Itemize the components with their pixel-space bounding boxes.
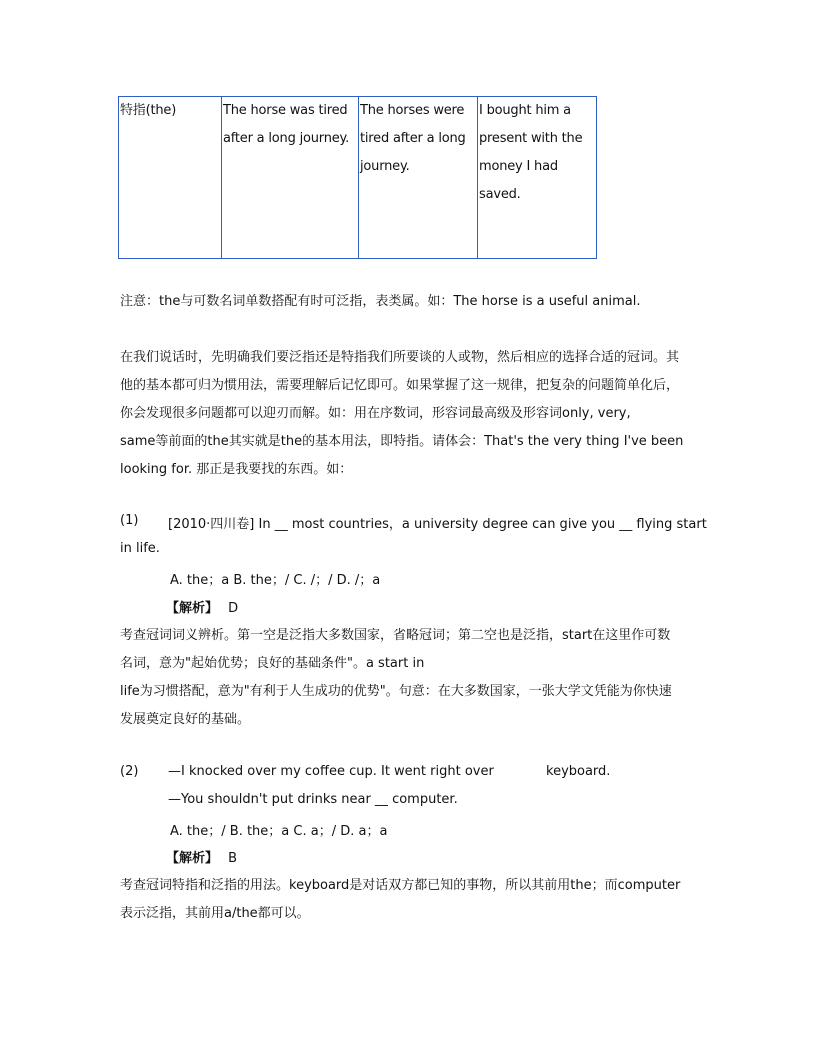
answer-value: B xyxy=(228,851,238,866)
table-row xyxy=(119,97,597,259)
answer-value: D xyxy=(228,601,239,616)
table-cell-example-3: I bought him a present with the money I had saved. xyxy=(478,97,597,259)
question-2-analysis-label xyxy=(166,847,237,866)
question-1-stem-cont: in life. xyxy=(120,541,160,556)
question-1-options: A. the；a B. the；/ C. /；/ D. /；a xyxy=(170,573,381,588)
analysis-label: 【解析】 xyxy=(166,601,219,616)
table-cell-category: 特指(the) xyxy=(119,97,222,259)
paragraph-line-2: 他的基本都可归为惯用法，需要理解后记忆即可。如果掌握了这一规律，把复杂的问题简单化后， xyxy=(120,378,680,393)
article-usage-table xyxy=(118,96,597,259)
note-line: 注意：the与可数名词单数搭配有时可泛指，表类属。如：The horse is a useful animal. xyxy=(120,294,641,309)
paragraph-line-3: 你会发现很多问题都可以迎刃而解。如：用在序数词，形容词最高级及形容词only, very, xyxy=(120,406,631,421)
question-1-stem: [2010·四川卷] In __ most countries，a university degree can give you __ flying start xyxy=(168,517,707,532)
question-2-line-1a: —I knocked over my coffee cup. It went right over xyxy=(168,764,494,779)
question-1-number: (1) xyxy=(120,513,139,528)
table-cell-example-2: The horses were tired after a long journey. xyxy=(359,97,478,259)
question-2-options: A. the；/ B. the；a C. a；/ D. a；a xyxy=(170,824,388,839)
question-1-explain-3: life为习惯搭配，意为"有利于人生成功的优势"。句意：在大多数国家，一张大学文凭能为你快速 xyxy=(120,684,672,699)
question-2-explain-1: 考查冠词特指和泛指的用法。keyboard是对话双方都已知的事物，所以其前用the；而computer xyxy=(120,878,681,893)
question-1-explain-4: 发展奠定良好的基础。 xyxy=(120,712,251,727)
question-2-explain-2: 表示泛指，其前用a/the都可以。 xyxy=(120,906,310,921)
question-2-line-2: —You shouldn't put drinks near __ computer. xyxy=(168,792,458,807)
question-1-explain-2: 名词，意为"起始优势；良好的基础条件"。a start in xyxy=(120,656,425,671)
table-cell-example-1: The horse was tired after a long journey. xyxy=(222,97,359,259)
paragraph-line-1: 在我们说话时，先明确我们要泛指还是特指我们所要谈的人或物，然后相应的选择合适的冠词。其 xyxy=(120,350,680,365)
question-1-explain-1: 考查冠词词义辨析。第一空是泛指大多数国家，省略冠词；第二空也是泛指，start在这里作可数 xyxy=(120,628,671,643)
question-2-line-1b: keyboard. xyxy=(546,764,611,779)
paragraph-line-4: same等前面的the其实就是the的基本用法，即特指。请体会：That's the very thing I've been xyxy=(120,434,684,449)
analysis-label: 【解析】 xyxy=(166,851,219,866)
question-1-analysis-label xyxy=(166,597,238,616)
paragraph-line-5: looking for. 那正是我要找的东西。如： xyxy=(120,462,353,477)
question-2-number: (2) xyxy=(120,764,139,779)
